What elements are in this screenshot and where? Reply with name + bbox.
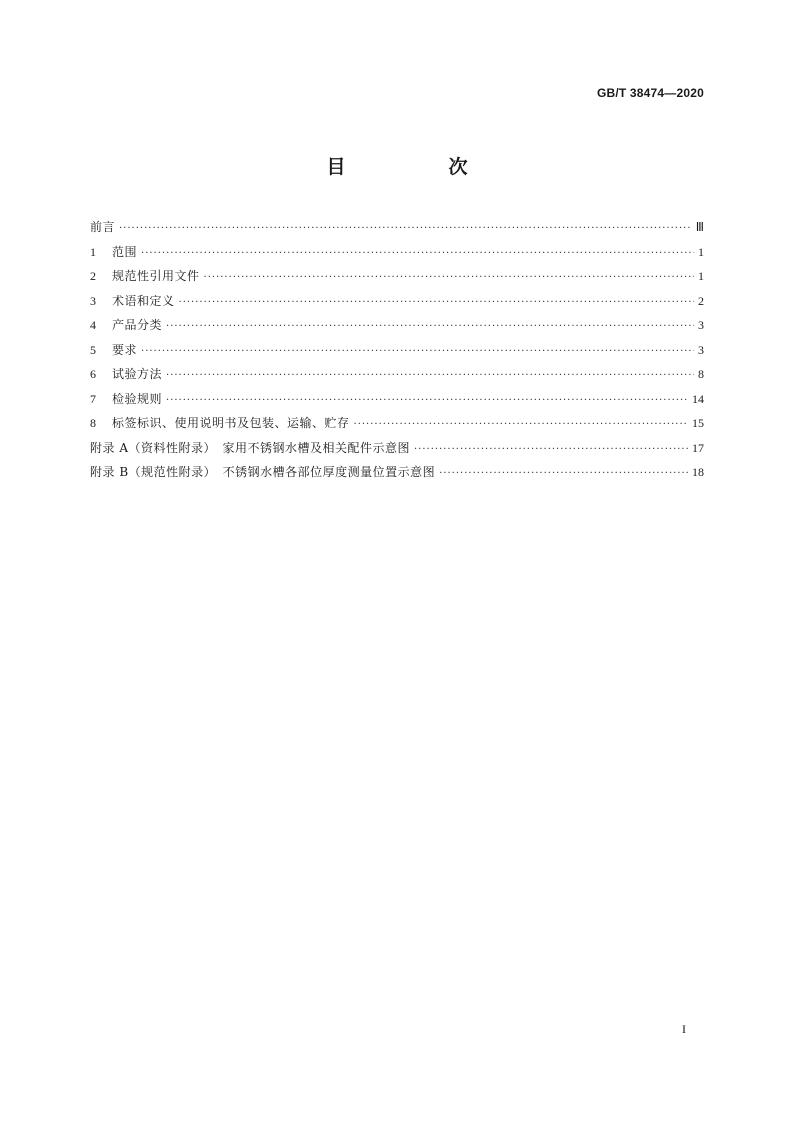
toc-section-number: 5 bbox=[90, 342, 96, 357]
toc-entry-6[interactable] bbox=[90, 362, 704, 387]
toc-leader-dots bbox=[166, 315, 694, 340]
toc-page-number: 15 bbox=[692, 416, 704, 430]
toc-leader-dots bbox=[439, 462, 688, 487]
toc-leader-dots bbox=[141, 242, 694, 267]
page-title: 目 次 bbox=[326, 156, 510, 178]
toc-page-number: Ⅲ bbox=[695, 220, 704, 234]
toc-entry-appendix-a[interactable] bbox=[90, 436, 704, 461]
toc-page-number: 3 bbox=[698, 318, 704, 332]
toc-page-number: 2 bbox=[698, 293, 704, 308]
toc-label: 术语和定义 bbox=[112, 293, 175, 308]
toc-entry-2[interactable] bbox=[90, 264, 704, 289]
toc-label: 产品分类 bbox=[112, 318, 163, 332]
toc-leader-dots bbox=[119, 217, 692, 242]
toc-label: 标签标识、使用说明书及包装、运输、贮存 bbox=[112, 416, 350, 430]
toc-leader-dots bbox=[414, 438, 688, 463]
toc-page-number: 3 bbox=[698, 342, 704, 357]
toc-leader-dots bbox=[141, 340, 694, 365]
toc-label: 范围 bbox=[112, 244, 138, 259]
toc-entry-7[interactable] bbox=[90, 387, 704, 412]
toc-entry-preface[interactable] bbox=[90, 215, 704, 240]
toc-entry-4[interactable] bbox=[90, 313, 704, 338]
page-number: I bbox=[682, 1022, 686, 1036]
toc-label: 试验方法 bbox=[112, 367, 163, 381]
toc-section-number: 1 bbox=[90, 244, 96, 259]
toc-page-number: 14 bbox=[692, 391, 704, 406]
toc-page-number: 1 bbox=[698, 269, 704, 283]
toc-label: 要求 bbox=[112, 342, 138, 357]
toc-entry-8[interactable] bbox=[90, 411, 704, 436]
toc-section-number: 6 bbox=[90, 367, 96, 381]
toc-leader-dots bbox=[354, 413, 688, 438]
toc-leader-dots bbox=[166, 389, 688, 414]
toc-label: 附录 A（资料性附录） 家用不锈钢水槽及相关配件示意图 bbox=[90, 440, 410, 455]
toc-section-number: 8 bbox=[90, 416, 96, 430]
toc-leader-dots bbox=[179, 291, 694, 316]
table-of-contents bbox=[90, 215, 704, 485]
toc-page-number: 18 bbox=[692, 465, 704, 479]
toc-entry-5[interactable] bbox=[90, 338, 704, 363]
toc-page-number: 17 bbox=[692, 440, 704, 455]
toc-section-number: 7 bbox=[90, 391, 96, 406]
toc-section-number: 3 bbox=[90, 293, 96, 308]
toc-section-number: 2 bbox=[90, 269, 96, 283]
toc-label: 规范性引用文件 bbox=[112, 269, 200, 283]
toc-page-number: 8 bbox=[698, 367, 704, 381]
toc-label: 检验规则 bbox=[112, 391, 163, 406]
toc-label: 前言 bbox=[90, 220, 116, 234]
toc-section-number: 4 bbox=[90, 318, 96, 332]
toc-leader-dots bbox=[204, 266, 694, 291]
toc-label: 附录 B（规范性附录） 不锈钢水槽各部位厚度测量位置示意图 bbox=[90, 465, 436, 479]
toc-page-number: 1 bbox=[698, 244, 704, 259]
toc-entry-appendix-b[interactable] bbox=[90, 460, 704, 485]
standard-code: GB/T 38474—2020 bbox=[596, 86, 704, 100]
toc-entry-3[interactable] bbox=[90, 289, 704, 314]
toc-entry-1[interactable] bbox=[90, 240, 704, 265]
toc-leader-dots bbox=[166, 364, 694, 389]
